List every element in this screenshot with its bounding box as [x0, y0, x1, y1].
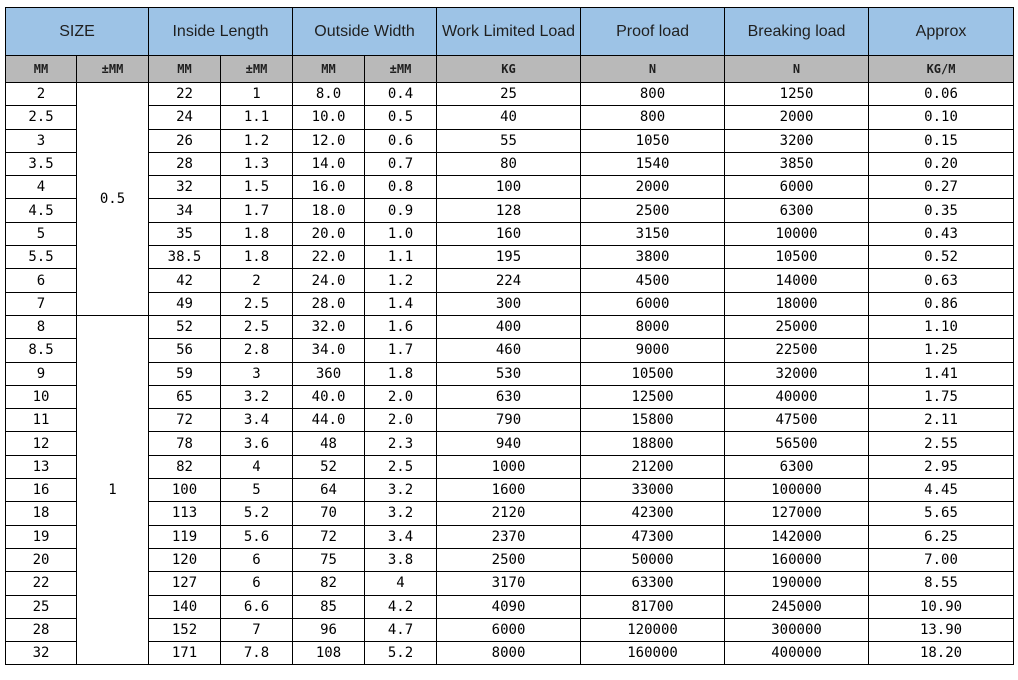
cell-size: 28	[6, 618, 77, 641]
cell-proof-load: 63300	[581, 572, 725, 595]
unit-size-mm: MM	[6, 56, 77, 83]
cell-inside-length: 28	[149, 152, 221, 175]
cell-inside-length: 26	[149, 129, 221, 152]
cell-breaking-load: 190000	[725, 572, 869, 595]
cell-outside-width: 96	[293, 618, 365, 641]
cell-inside-length-tolerance: 5.2	[221, 502, 293, 525]
table-row	[6, 83, 1014, 106]
cell-size: 22	[6, 572, 77, 595]
cell-work-limited-load: 195	[437, 246, 581, 269]
cell-inside-length-tolerance: 3.4	[221, 409, 293, 432]
table-row	[6, 595, 1014, 618]
cell-breaking-load: 40000	[725, 385, 869, 408]
cell-proof-load: 4500	[581, 269, 725, 292]
cell-size: 18	[6, 502, 77, 525]
header-work-limited-load: Work Limited Load	[437, 8, 581, 56]
cell-inside-length-tolerance: 2	[221, 269, 293, 292]
cell-work-limited-load: 80	[437, 152, 581, 175]
cell-work-limited-load: 1600	[437, 479, 581, 502]
cell-breaking-load: 22500	[725, 339, 869, 362]
header-proof-load: Proof load	[581, 8, 725, 56]
cell-inside-length: 100	[149, 479, 221, 502]
cell-breaking-load: 400000	[725, 642, 869, 665]
cell-approx: 0.27	[869, 176, 1014, 199]
cell-outside-width: 10.0	[293, 106, 365, 129]
cell-outside-width-tolerance: 1.8	[365, 362, 437, 385]
cell-work-limited-load: 8000	[437, 642, 581, 665]
header-inside-length: Inside Length	[149, 8, 293, 56]
cell-size: 4.5	[6, 199, 77, 222]
cell-size: 8	[6, 315, 77, 338]
table-row	[6, 572, 1014, 595]
cell-approx: 4.45	[869, 479, 1014, 502]
cell-size: 12	[6, 432, 77, 455]
cell-inside-length: 49	[149, 292, 221, 315]
cell-inside-length-tolerance: 1.2	[221, 129, 293, 152]
cell-breaking-load: 6000	[725, 176, 869, 199]
cell-breaking-load: 2000	[725, 106, 869, 129]
cell-work-limited-load: 2120	[437, 502, 581, 525]
cell-inside-length: 42	[149, 269, 221, 292]
cell-size: 7	[6, 292, 77, 315]
cell-inside-length-tolerance: 1.7	[221, 199, 293, 222]
cell-proof-load: 33000	[581, 479, 725, 502]
table-body	[6, 83, 1014, 665]
cell-proof-load: 42300	[581, 502, 725, 525]
cell-work-limited-load: 2500	[437, 548, 581, 571]
table-row	[6, 269, 1014, 292]
cell-proof-load: 2500	[581, 199, 725, 222]
cell-approx: 18.20	[869, 642, 1014, 665]
cell-breaking-load: 100000	[725, 479, 869, 502]
cell-approx: 10.90	[869, 595, 1014, 618]
cell-approx: 0.52	[869, 246, 1014, 269]
cell-size: 2.5	[6, 106, 77, 129]
cell-proof-load: 21200	[581, 455, 725, 478]
cell-inside-length-tolerance: 3	[221, 362, 293, 385]
table-row	[6, 548, 1014, 571]
cell-approx: 1.75	[869, 385, 1014, 408]
cell-approx: 2.11	[869, 409, 1014, 432]
cell-proof-load: 18800	[581, 432, 725, 455]
cell-proof-load: 3800	[581, 246, 725, 269]
cell-approx: 1.41	[869, 362, 1014, 385]
cell-outside-width-tolerance: 3.2	[365, 479, 437, 502]
cell-proof-load: 2000	[581, 176, 725, 199]
cell-outside-width: 40.0	[293, 385, 365, 408]
cell-size: 8.5	[6, 339, 77, 362]
unit-proof-load: N	[581, 56, 725, 83]
cell-inside-length-tolerance: 5	[221, 479, 293, 502]
cell-outside-width-tolerance: 0.9	[365, 199, 437, 222]
cell-work-limited-load: 400	[437, 315, 581, 338]
table-row	[6, 129, 1014, 152]
cell-outside-width-tolerance: 3.2	[365, 502, 437, 525]
cell-inside-length-tolerance: 6	[221, 548, 293, 571]
spec-table-container	[5, 7, 1014, 665]
cell-inside-length: 127	[149, 572, 221, 595]
cell-inside-length: 113	[149, 502, 221, 525]
cell-approx: 1.10	[869, 315, 1014, 338]
cell-work-limited-load: 3170	[437, 572, 581, 595]
cell-outside-width-tolerance: 1.1	[365, 246, 437, 269]
cell-size: 9	[6, 362, 77, 385]
table-row	[6, 502, 1014, 525]
cell-work-limited-load: 40	[437, 106, 581, 129]
cell-inside-length-tolerance: 2.5	[221, 315, 293, 338]
cell-inside-length: 34	[149, 199, 221, 222]
cell-breaking-load: 18000	[725, 292, 869, 315]
cell-breaking-load: 300000	[725, 618, 869, 641]
cell-inside-length: 119	[149, 525, 221, 548]
cell-outside-width-tolerance: 4.2	[365, 595, 437, 618]
cell-breaking-load: 6300	[725, 455, 869, 478]
cell-breaking-load: 127000	[725, 502, 869, 525]
table-row	[6, 642, 1014, 665]
cell-work-limited-load: 530	[437, 362, 581, 385]
cell-outside-width: 12.0	[293, 129, 365, 152]
cell-work-limited-load: 4090	[437, 595, 581, 618]
unit-inside-length-tolerance: ±MM	[221, 56, 293, 83]
cell-outside-width: 16.0	[293, 176, 365, 199]
header-row	[6, 8, 1014, 56]
cell-outside-width: 8.0	[293, 83, 365, 106]
unit-approx: KG/M	[869, 56, 1014, 83]
cell-proof-load: 800	[581, 83, 725, 106]
cell-proof-load: 50000	[581, 548, 725, 571]
cell-outside-width: 52	[293, 455, 365, 478]
cell-size: 19	[6, 525, 77, 548]
cell-proof-load: 6000	[581, 292, 725, 315]
unit-outside-width-tolerance: ±MM	[365, 56, 437, 83]
cell-inside-length-tolerance: 1.8	[221, 246, 293, 269]
cell-inside-length: 56	[149, 339, 221, 362]
cell-outside-width: 14.0	[293, 152, 365, 175]
cell-proof-load: 120000	[581, 618, 725, 641]
table-row	[6, 152, 1014, 175]
cell-inside-length-tolerance: 1.8	[221, 222, 293, 245]
table-row	[6, 315, 1014, 338]
table-row	[6, 409, 1014, 432]
cell-proof-load: 3150	[581, 222, 725, 245]
cell-breaking-load: 160000	[725, 548, 869, 571]
cell-inside-length: 78	[149, 432, 221, 455]
cell-proof-load: 10500	[581, 362, 725, 385]
cell-outside-width-tolerance: 0.6	[365, 129, 437, 152]
cell-outside-width: 24.0	[293, 269, 365, 292]
unit-work-limited-load: KG	[437, 56, 581, 83]
cell-inside-length: 35	[149, 222, 221, 245]
cell-approx: 2.95	[869, 455, 1014, 478]
cell-approx: 1.25	[869, 339, 1014, 362]
cell-size: 13	[6, 455, 77, 478]
cell-work-limited-load: 1000	[437, 455, 581, 478]
cell-size: 20	[6, 548, 77, 571]
cell-outside-width: 85	[293, 595, 365, 618]
cell-breaking-load: 14000	[725, 269, 869, 292]
cell-proof-load: 1540	[581, 152, 725, 175]
table-row	[6, 385, 1014, 408]
cell-inside-length: 24	[149, 106, 221, 129]
cell-outside-width-tolerance: 4.7	[365, 618, 437, 641]
cell-work-limited-load: 224	[437, 269, 581, 292]
cell-proof-load: 160000	[581, 642, 725, 665]
cell-outside-width-tolerance: 5.2	[365, 642, 437, 665]
cell-inside-length: 32	[149, 176, 221, 199]
cell-inside-length-tolerance: 1	[221, 83, 293, 106]
cell-breaking-load: 1250	[725, 83, 869, 106]
cell-outside-width-tolerance: 1.7	[365, 339, 437, 362]
table-row	[6, 618, 1014, 641]
table-row	[6, 176, 1014, 199]
table-row	[6, 525, 1014, 548]
cell-approx: 7.00	[869, 548, 1014, 571]
unit-outside-width-mm: MM	[293, 56, 365, 83]
cell-outside-width: 70	[293, 502, 365, 525]
cell-outside-width-tolerance: 4	[365, 572, 437, 595]
unit-breaking-load: N	[725, 56, 869, 83]
table-row	[6, 432, 1014, 455]
cell-inside-length: 22	[149, 83, 221, 106]
cell-proof-load: 800	[581, 106, 725, 129]
cell-outside-width: 20.0	[293, 222, 365, 245]
cell-breaking-load: 245000	[725, 595, 869, 618]
cell-breaking-load: 56500	[725, 432, 869, 455]
cell-outside-width: 28.0	[293, 292, 365, 315]
cell-inside-length: 140	[149, 595, 221, 618]
cell-inside-length-tolerance: 7	[221, 618, 293, 641]
cell-approx: 0.63	[869, 269, 1014, 292]
cell-work-limited-load: 2370	[437, 525, 581, 548]
header-approx: Approx	[869, 8, 1014, 56]
cell-size: 3.5	[6, 152, 77, 175]
cell-inside-length-tolerance: 5.6	[221, 525, 293, 548]
cell-inside-length: 152	[149, 618, 221, 641]
cell-breaking-load: 142000	[725, 525, 869, 548]
cell-approx: 2.55	[869, 432, 1014, 455]
cell-size: 4	[6, 176, 77, 199]
cell-inside-length-tolerance: 1.3	[221, 152, 293, 175]
cell-size: 10	[6, 385, 77, 408]
cell-proof-load: 1050	[581, 129, 725, 152]
cell-inside-length-tolerance: 3.2	[221, 385, 293, 408]
cell-outside-width-tolerance: 1.0	[365, 222, 437, 245]
cell-size: 6	[6, 269, 77, 292]
cell-work-limited-load: 940	[437, 432, 581, 455]
cell-work-limited-load: 6000	[437, 618, 581, 641]
cell-breaking-load: 32000	[725, 362, 869, 385]
table-row	[6, 106, 1014, 129]
cell-inside-length-tolerance: 6.6	[221, 595, 293, 618]
table-row	[6, 199, 1014, 222]
cell-size: 5.5	[6, 246, 77, 269]
cell-outside-width-tolerance: 3.8	[365, 548, 437, 571]
cell-inside-length: 38.5	[149, 246, 221, 269]
cell-proof-load: 9000	[581, 339, 725, 362]
unit-size-tolerance: ±MM	[77, 56, 149, 83]
cell-outside-width-tolerance: 0.7	[365, 152, 437, 175]
cell-approx: 0.43	[869, 222, 1014, 245]
cell-outside-width: 34.0	[293, 339, 365, 362]
cell-size-tolerance: 0.5	[77, 83, 149, 316]
cell-outside-width-tolerance: 1.4	[365, 292, 437, 315]
table-row	[6, 455, 1014, 478]
cell-inside-length: 52	[149, 315, 221, 338]
cell-work-limited-load: 55	[437, 129, 581, 152]
cell-work-limited-load: 630	[437, 385, 581, 408]
cell-outside-width-tolerance: 3.4	[365, 525, 437, 548]
cell-inside-length-tolerance: 1.5	[221, 176, 293, 199]
cell-work-limited-load: 100	[437, 176, 581, 199]
table-row	[6, 339, 1014, 362]
cell-outside-width-tolerance: 2.0	[365, 385, 437, 408]
header-breaking-load: Breaking load	[725, 8, 869, 56]
cell-size: 32	[6, 642, 77, 665]
cell-breaking-load: 47500	[725, 409, 869, 432]
cell-proof-load: 47300	[581, 525, 725, 548]
cell-proof-load: 8000	[581, 315, 725, 338]
cell-work-limited-load: 300	[437, 292, 581, 315]
cell-inside-length-tolerance: 2.5	[221, 292, 293, 315]
cell-outside-width: 32.0	[293, 315, 365, 338]
cell-outside-width-tolerance: 2.0	[365, 409, 437, 432]
header-outside-width: Outside Width	[293, 8, 437, 56]
table-row	[6, 222, 1014, 245]
cell-approx: 0.20	[869, 152, 1014, 175]
cell-approx: 6.25	[869, 525, 1014, 548]
cell-breaking-load: 10000	[725, 222, 869, 245]
cell-size: 5	[6, 222, 77, 245]
table-row	[6, 479, 1014, 502]
unit-inside-length-mm: MM	[149, 56, 221, 83]
cell-approx: 8.55	[869, 572, 1014, 595]
cell-outside-width: 44.0	[293, 409, 365, 432]
cell-size: 2	[6, 83, 77, 106]
cell-outside-width: 82	[293, 572, 365, 595]
cell-inside-length: 72	[149, 409, 221, 432]
cell-breaking-load: 25000	[725, 315, 869, 338]
cell-proof-load: 12500	[581, 385, 725, 408]
cell-size: 25	[6, 595, 77, 618]
cell-inside-length-tolerance: 4	[221, 455, 293, 478]
cell-inside-length: 171	[149, 642, 221, 665]
cell-outside-width: 72	[293, 525, 365, 548]
cell-outside-width-tolerance: 1.2	[365, 269, 437, 292]
cell-inside-length: 120	[149, 548, 221, 571]
cell-outside-width: 64	[293, 479, 365, 502]
cell-size: 11	[6, 409, 77, 432]
cell-inside-length: 59	[149, 362, 221, 385]
cell-size: 3	[6, 129, 77, 152]
cell-size: 16	[6, 479, 77, 502]
cell-outside-width-tolerance: 0.4	[365, 83, 437, 106]
cell-outside-width: 108	[293, 642, 365, 665]
cell-approx: 0.15	[869, 129, 1014, 152]
cell-approx: 0.10	[869, 106, 1014, 129]
chain-spec-table	[5, 7, 1014, 665]
cell-proof-load: 15800	[581, 409, 725, 432]
cell-approx: 0.35	[869, 199, 1014, 222]
cell-breaking-load: 3850	[725, 152, 869, 175]
cell-outside-width-tolerance: 2.5	[365, 455, 437, 478]
cell-approx: 0.06	[869, 83, 1014, 106]
cell-outside-width-tolerance: 2.3	[365, 432, 437, 455]
cell-approx: 5.65	[869, 502, 1014, 525]
cell-work-limited-load: 160	[437, 222, 581, 245]
cell-inside-length-tolerance: 1.1	[221, 106, 293, 129]
cell-breaking-load: 3200	[725, 129, 869, 152]
cell-breaking-load: 10500	[725, 246, 869, 269]
cell-proof-load: 81700	[581, 595, 725, 618]
cell-outside-width-tolerance: 1.6	[365, 315, 437, 338]
cell-work-limited-load: 25	[437, 83, 581, 106]
table-row	[6, 292, 1014, 315]
cell-inside-length: 82	[149, 455, 221, 478]
cell-outside-width: 18.0	[293, 199, 365, 222]
unit-row	[6, 56, 1014, 83]
cell-inside-length-tolerance: 6	[221, 572, 293, 595]
cell-outside-width: 360	[293, 362, 365, 385]
cell-outside-width: 22.0	[293, 246, 365, 269]
table-row	[6, 362, 1014, 385]
cell-size-tolerance: 1	[77, 315, 149, 664]
cell-inside-length-tolerance: 7.8	[221, 642, 293, 665]
cell-outside-width-tolerance: 0.5	[365, 106, 437, 129]
cell-inside-length-tolerance: 3.6	[221, 432, 293, 455]
cell-approx: 0.86	[869, 292, 1014, 315]
cell-outside-width: 48	[293, 432, 365, 455]
cell-outside-width-tolerance: 0.8	[365, 176, 437, 199]
cell-inside-length: 65	[149, 385, 221, 408]
cell-work-limited-load: 128	[437, 199, 581, 222]
cell-inside-length-tolerance: 2.8	[221, 339, 293, 362]
table-row	[6, 246, 1014, 269]
cell-approx: 13.90	[869, 618, 1014, 641]
cell-breaking-load: 6300	[725, 199, 869, 222]
cell-work-limited-load: 790	[437, 409, 581, 432]
header-size: SIZE	[6, 8, 149, 56]
cell-work-limited-load: 460	[437, 339, 581, 362]
cell-outside-width: 75	[293, 548, 365, 571]
